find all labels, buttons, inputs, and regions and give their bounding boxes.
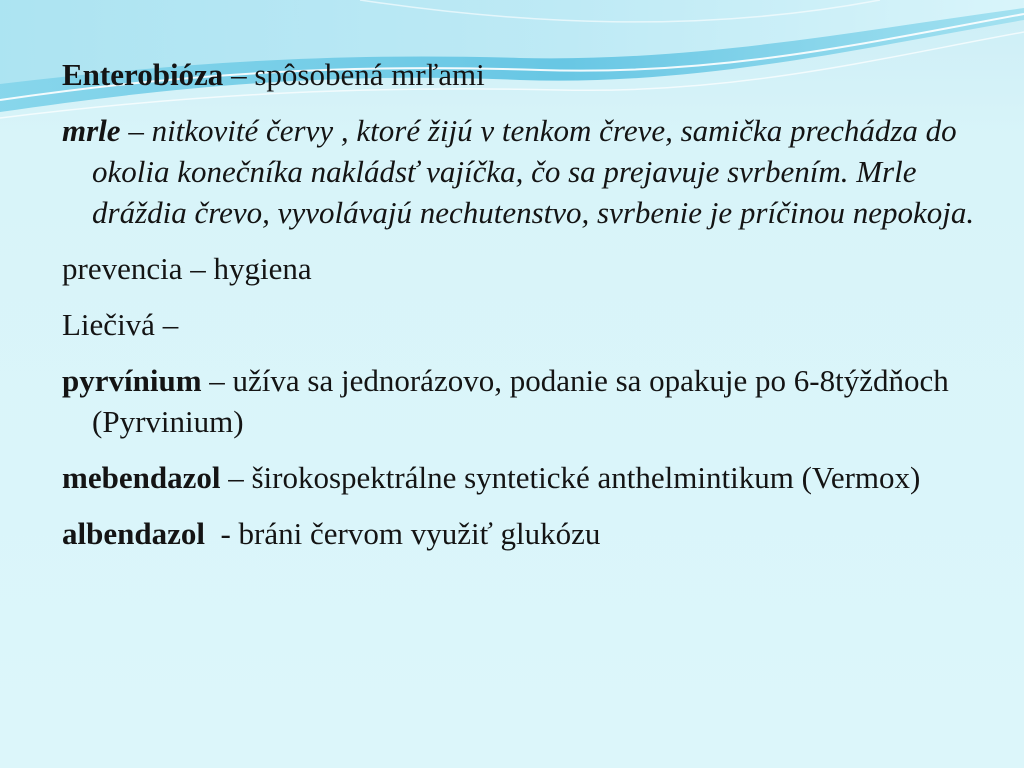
term-mrle: mrle	[62, 113, 121, 148]
paragraph-text: Liečivá –	[62, 307, 179, 342]
term-albendazol: albendazol	[62, 516, 205, 551]
paragraph-mebendazol	[62, 457, 992, 498]
term-mebendazol: mebendazol	[62, 460, 221, 495]
paragraph-enterobioza	[62, 54, 992, 95]
paragraph-text: – širokospektrálne syntetické anthelmintikum (Vermox)	[220, 460, 921, 495]
paragraph-text: prevencia – hygiena	[62, 251, 312, 286]
paragraph-text: – užíva sa jednorázovo, podanie sa opakuje po 6-8týždňoch (Pyrvinium)	[92, 363, 949, 439]
paragraph-text: – spôsobená mrľami	[223, 57, 485, 92]
paragraph-text: - bráni červom využiť glukózu	[204, 516, 601, 551]
term-enterobioza: Enterobióza	[62, 57, 224, 92]
term-pyrvinium: pyrvínium	[62, 363, 202, 398]
paragraph-lieciva	[62, 304, 992, 345]
paragraph-pyrvinium	[62, 360, 992, 442]
paragraph-mrle	[62, 110, 992, 233]
paragraph-albendazol	[62, 513, 992, 554]
paragraph-prevencia	[62, 248, 992, 289]
slide-content	[62, 54, 992, 569]
paragraph-text: – nitkovité červy , ktoré žijú v tenkom čreve, samička prechádza do okolia konečníka nakládsť vajíčka, čo sa prejavuje svrbením. Mrle dráždia črevo, vyvolávajú nechutenstvo, svrbenie je príčinou nepokoja.	[92, 113, 975, 230]
